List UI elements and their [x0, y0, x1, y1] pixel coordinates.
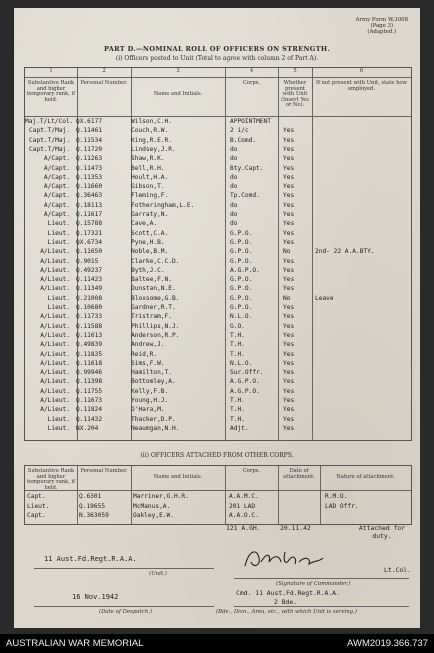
table-row	[25, 285, 411, 294]
cell-num: Q.10680	[76, 304, 103, 311]
column-number: 6	[359, 68, 364, 74]
table-row	[25, 146, 411, 155]
table-row	[25, 360, 411, 369]
att-column-header: Corps.	[242, 468, 261, 474]
cell-corps: Tp.Comd.	[230, 192, 260, 200]
cell-corps: G.P.O.	[230, 294, 253, 302]
table-row	[25, 388, 411, 397]
cell-present: No	[283, 294, 291, 302]
cell-num: Q.9015	[76, 257, 99, 265]
date-label: (Date of Despatch.)	[99, 609, 153, 615]
cell-present: Yes	[283, 155, 295, 163]
table-row	[25, 425, 411, 434]
cell-present: Yes	[283, 341, 295, 349]
cell-name: Dunstan,N.E.	[131, 285, 176, 293]
column-number: 1	[49, 68, 53, 74]
document-sheet	[14, 8, 420, 628]
table-row	[25, 304, 411, 313]
cell-name: Bell,R.H.	[131, 164, 165, 172]
cell-num: Q.11349	[76, 285, 103, 293]
cell-present: Yes	[283, 276, 295, 284]
cell-name: Scott,C.A.	[131, 229, 169, 237]
cell-corps: G.P.O.	[230, 229, 253, 237]
column-number: 5	[293, 68, 297, 74]
column-number: 4	[249, 68, 254, 74]
column-header: If not present with Unit, state how employed.	[316, 80, 407, 92]
att-column-header: Personal Number.	[80, 468, 128, 474]
cell-rank: A/Lieut.	[40, 387, 70, 395]
cell-present: Yes	[283, 415, 295, 423]
att-cell-rank: Capt.	[27, 493, 46, 500]
cell-num: Q.11423	[76, 276, 103, 284]
cell-num: Q.11263	[76, 155, 103, 163]
att-column-header: Name and Initials.	[153, 474, 203, 480]
cell-rank: A/Lieut.	[40, 406, 70, 414]
cell-corps: Bty.Capt.	[230, 164, 264, 172]
table-row	[25, 267, 411, 276]
cell-rank: A/Capt.	[43, 183, 70, 191]
column-number: 2	[102, 68, 106, 74]
table-row	[25, 332, 411, 341]
cell-rank: A/Lieut.	[40, 341, 70, 349]
cell-num: Q.21008	[76, 294, 103, 302]
cell-corps: T.H.	[230, 406, 245, 414]
cell-name: Clarke,C.C.D.	[131, 257, 180, 265]
att-cell-name: Marriner,G.H.R.	[133, 493, 189, 500]
cell-corps: A.G.P.O.	[230, 266, 260, 274]
cell-corps: do	[230, 201, 238, 209]
cell-name: Reid,R.	[131, 350, 158, 358]
table-row	[25, 127, 411, 136]
cell-rank: A/Capt.	[43, 211, 70, 218]
att-cell-corps: A.A.M.C.	[229, 493, 259, 500]
att-cell-rank: Lieut.	[27, 502, 50, 510]
cell-corps: do	[230, 155, 238, 163]
form-line: (Page 3)	[370, 23, 394, 29]
section-i-title: (i) Officers posted to Unit (Total to agree with column 2 of Part A).	[115, 55, 319, 62]
att-extra-corps: 121 A.GH.	[226, 524, 261, 532]
cell-rank: A/Capt.	[43, 164, 70, 172]
table-row	[25, 183, 411, 192]
cell-name: O'Hara,M.	[131, 406, 165, 414]
cell-corps: A.G.P.O.	[230, 378, 260, 386]
cell-name: Couch,R.W.	[131, 127, 169, 135]
cell-num: Q.36463	[76, 192, 103, 200]
att-cell-corps: 201 LAD	[229, 502, 256, 510]
cell-num: Q.11617	[76, 211, 103, 218]
cell-num: Q.11613	[76, 331, 103, 339]
cell-name: Andrew,J.	[131, 341, 165, 349]
cell-corps: A.G.P.O.	[230, 387, 260, 395]
cell-name: Garraty,N.	[131, 211, 169, 218]
att-cell-nature: LAD Offr.	[325, 502, 359, 510]
att-cell-num: N.363059	[79, 512, 109, 519]
cell-rank: Lieut.	[47, 229, 70, 237]
table-row	[25, 378, 411, 387]
cell-rank: A/Capt.	[43, 201, 70, 209]
cell-present: Yes	[283, 145, 295, 153]
cell-present: Yes	[283, 173, 295, 181]
cell-corps: G.O.	[230, 322, 245, 330]
cell-num: NX.204	[76, 424, 99, 432]
table-row	[25, 230, 411, 239]
cell-name: Shaw,R.K.	[131, 155, 165, 163]
table-row	[25, 211, 411, 220]
cell-rank: A/Lieut.	[40, 378, 70, 386]
cell-rank: A/Lieut.	[40, 331, 70, 339]
att-cell-name: McManus,A.	[133, 502, 171, 510]
cell-remark: 2nd- 22 A.A.BTY.	[315, 248, 375, 256]
archive-name: AUSTRALIAN WAR MEMORIAL	[6, 638, 144, 649]
table-row	[25, 323, 411, 332]
cell-name: Hoult,H.A.	[131, 173, 169, 181]
cmd-unit: Cmd. 11 Aust.Fd.Regt.R.A.A.	[236, 589, 340, 597]
att-table-row	[25, 493, 411, 502]
cell-rank: A/Lieut.	[40, 257, 70, 265]
cell-num: Q.11755	[76, 387, 103, 395]
table-row	[25, 248, 411, 257]
form-line: (Adapted.)	[367, 29, 397, 35]
table-row	[25, 202, 411, 211]
table-row	[25, 313, 411, 322]
cell-num: Q.11473	[76, 164, 103, 172]
section-ii-title: (ii) OFFICERS ATTACHED FROM OTHER CORPS.	[140, 452, 294, 459]
cell-present: No	[283, 248, 291, 256]
cell-num: Q.18113	[76, 201, 103, 209]
cell-present: Yes	[283, 350, 295, 358]
column-header: Name and Initials.	[153, 91, 203, 97]
cell-present: Yes	[283, 201, 295, 209]
cell-rank: A/Lieut.	[40, 397, 70, 404]
cell-num: Q.11720	[76, 145, 103, 153]
att-extra-date: 20.11.42	[280, 524, 311, 532]
att-cell-corps: A.A.O.C.	[229, 512, 259, 519]
cell-name: Byth,J.C.	[131, 266, 165, 274]
att-cell-num: Q.6301	[79, 493, 102, 500]
cell-corps: do	[230, 211, 238, 218]
table-row	[25, 276, 411, 285]
table-row	[25, 369, 411, 378]
att-cell-rank: Capt.	[27, 512, 46, 519]
cell-corps: G.P.O.	[230, 248, 253, 256]
cell-name: Thacker,D.P.	[131, 415, 176, 423]
cell-present: Yes	[283, 424, 295, 432]
cell-num: Q.11835	[76, 350, 103, 358]
column-header: Corps.	[242, 80, 261, 86]
cell-num: QX.6177	[76, 118, 103, 125]
cell-present: Yes	[283, 359, 295, 367]
column-header: Whether present with Unit (Insert Yes or No).	[280, 80, 310, 109]
cell-name: Pyne,H.B.	[131, 238, 165, 246]
att-cell-name: Oakley,E.W.	[133, 512, 174, 519]
cell-num: Q.11660	[76, 183, 103, 191]
cell-name: Lindsey,J.R.	[131, 145, 176, 153]
cell-rank: A/Capt.	[43, 192, 70, 200]
cell-num: Q.15788	[76, 220, 103, 228]
cell-corps: T.H.	[230, 350, 245, 358]
cell-num: Q.11534	[76, 136, 103, 144]
cell-name: Baltee,F.N.	[131, 276, 172, 284]
cell-present: Yes	[283, 229, 295, 237]
cell-rank: Capt.T/Maj.	[29, 136, 70, 144]
cell-num: Q.17321	[76, 229, 103, 237]
cell-rank: A/Lieut.	[40, 285, 70, 293]
cell-corps: Sur.Offr.	[230, 369, 264, 377]
cell-present: Yes	[283, 266, 295, 274]
cell-num: Q.11432	[76, 415, 103, 423]
cell-present: Yes	[283, 211, 295, 218]
cell-present: Yes	[283, 406, 295, 414]
cell-corps: G.P.O.	[230, 257, 253, 265]
bde-label: (Bde., Divn., Area, etc., with which Unit is serving.)	[216, 609, 357, 615]
column-header: Substantive Rank and higher temporary rank, if held.	[26, 80, 76, 103]
cell-rank: A/Lieut.	[40, 313, 70, 321]
att-table-row	[25, 512, 411, 521]
cell-name: Kelly,F.B.	[131, 387, 169, 395]
cell-corps: G.P.O.	[230, 304, 253, 311]
cell-name: Cave,A.	[131, 220, 158, 228]
cell-present: Yes	[283, 378, 295, 386]
form-id	[356, 17, 408, 35]
form-line: Army Form W.3008	[355, 17, 408, 23]
att-column-header: Substantive Rank and higher temporary rank, if held.	[26, 468, 76, 491]
cell-rank: Lieut.	[47, 294, 70, 302]
cell-num: Q.49839	[76, 341, 103, 349]
cell-corps: 2 i/c	[230, 127, 249, 135]
cell-present: Yes	[283, 127, 295, 135]
cell-corps: B.Comd.	[230, 136, 257, 144]
cell-name: Wilson,C.H.	[131, 118, 172, 125]
table-row	[25, 174, 411, 183]
cell-num: Q.11588	[76, 322, 103, 330]
cell-corps: G.P.O.	[230, 238, 253, 246]
cell-corps: T.H.	[230, 331, 245, 339]
table-row	[25, 406, 411, 415]
cell-corps: do	[230, 145, 238, 153]
cell-name: Bottomley,A.	[131, 378, 176, 386]
cell-corps: T.H.	[230, 341, 245, 349]
table-row	[25, 118, 411, 127]
att-column-header: Nature of attachment.	[336, 474, 395, 480]
cell-num: Q.11398	[76, 378, 103, 386]
cell-num: Q.11461	[76, 127, 103, 135]
table-row	[25, 192, 411, 201]
att-cell-num: Q.19655	[79, 502, 106, 510]
cell-rank: A/Lieut.	[40, 359, 70, 367]
cell-name: Tristram,F.	[131, 313, 172, 321]
table-row	[25, 416, 411, 425]
cell-rank: Maj.T/Lt/Col.	[25, 118, 74, 125]
cell-num: Q.11824	[76, 406, 103, 414]
att-column-header: Date of attachment.	[283, 468, 315, 480]
bde: 2 Bde.	[274, 598, 298, 606]
table-row	[25, 155, 411, 164]
signature-label: (Signature of Commander.)	[276, 581, 351, 587]
part-title: PART D.—NOMINAL ROLL OF OFFICERS ON STRENGTH.	[103, 45, 331, 53]
archive-reference: AWM2019.366.737	[347, 638, 428, 649]
cell-name: Young,H.J.	[131, 397, 169, 404]
cell-present: Yes	[283, 192, 295, 200]
archive-footer	[0, 634, 434, 653]
cell-present: Yes	[283, 387, 295, 395]
cell-corps: T.H.	[230, 415, 245, 423]
cell-num: Q.11353	[76, 173, 103, 181]
cell-rank: Capt.T/Maj.	[29, 145, 70, 153]
cell-name: Anderson,R.P.	[131, 331, 180, 339]
unit-name: 11 Aust.Fd.Regt.R.A.A.	[44, 555, 137, 563]
cell-rank: A/Capt.	[43, 155, 70, 163]
cell-rank: A/Lieut.	[40, 322, 70, 330]
cell-corps: APPOINTMENT	[230, 118, 271, 125]
cell-present: Yes	[283, 397, 295, 404]
cell-present: Yes	[283, 136, 295, 144]
attached-officers-table	[24, 465, 412, 525]
officer-roll-table	[24, 67, 412, 441]
cell-corps: do	[230, 173, 238, 181]
table-row	[25, 239, 411, 248]
cell-name: Gardner,R.T.	[131, 304, 176, 311]
cell-name: Sims,F.W.	[131, 359, 165, 367]
cell-rank: A/Lieut.	[40, 276, 70, 284]
cell-name: Bloxsome,G.B.	[131, 294, 180, 302]
cell-num: Q.11673	[76, 397, 103, 404]
cell-corps: Adjt.	[230, 424, 249, 432]
cell-rank: Lieut.	[47, 304, 70, 311]
cell-present: Yes	[283, 257, 295, 265]
cell-num: Q.11650	[76, 248, 103, 256]
cell-present: Yes	[283, 164, 295, 172]
table-row	[25, 165, 411, 174]
cell-rank: Capt.T/Maj.	[29, 127, 70, 135]
table-row	[25, 341, 411, 350]
cell-present: Yes	[283, 285, 295, 293]
cell-present: Yes	[283, 183, 295, 191]
cell-corps: T.H.	[230, 397, 245, 404]
cell-num: Q.11733	[76, 313, 103, 321]
cell-name: Fleming,F.	[131, 192, 169, 200]
cell-corps: do	[230, 183, 238, 191]
cell-name: Gibson,T.	[131, 183, 165, 191]
att-extra-nature: Attached for duty.	[358, 524, 406, 540]
cell-remark: Leave	[315, 294, 334, 302]
commander-rank: Lt.Col.	[384, 566, 411, 574]
cell-rank: Lieut.	[47, 220, 70, 228]
cell-corps: G.P.O.	[230, 285, 253, 293]
column-number: 3	[176, 68, 180, 74]
cell-rank: A/Capt.	[43, 173, 70, 181]
table-row	[25, 220, 411, 229]
cell-name: Neaumgan,N.H.	[131, 424, 180, 432]
cell-rank: Lieut.	[47, 238, 70, 246]
cell-corps: N.L.O.	[230, 313, 253, 321]
cell-name: King,R.E.R.	[131, 136, 172, 144]
cell-name: Phillips,N.J.	[131, 322, 180, 330]
cell-num: Q.99946	[76, 369, 103, 377]
despatch-date: 16 Nov.1942	[72, 593, 119, 601]
cell-present: Yes	[283, 369, 295, 377]
cell-rank: Lieut.	[47, 415, 70, 423]
cell-num: QX.6734	[76, 238, 103, 246]
att-cell-nature: R.M.O.	[325, 493, 348, 500]
cell-num: Q.49237	[76, 266, 103, 274]
table-row	[25, 351, 411, 360]
cell-rank: Lieut.	[47, 424, 70, 432]
table-row	[25, 397, 411, 406]
cell-name: Noble,B.M.	[131, 248, 169, 256]
table-row	[25, 295, 411, 304]
att-table-row	[25, 503, 411, 512]
cell-rank: A/Lieut.	[40, 350, 70, 358]
cell-present: Yes	[283, 313, 295, 321]
cell-present: Yes	[283, 331, 295, 339]
cell-corps: do	[230, 220, 238, 228]
cell-name: Fotheringham,L.E.	[131, 201, 195, 209]
cell-present: Yes	[283, 304, 295, 311]
cell-name: Hamilton,T.	[131, 369, 172, 377]
cell-present: Yes	[283, 322, 295, 330]
cell-rank: A/Lieut.	[40, 369, 70, 377]
cell-present: Yes	[283, 220, 295, 228]
commander-signature	[239, 544, 329, 574]
cell-corps: N.L.O.	[230, 359, 253, 367]
column-header: Personal Number.	[80, 80, 128, 86]
cell-corps: G.P.O.	[230, 276, 253, 284]
cell-num: Q.11618	[76, 359, 103, 367]
table-row	[25, 258, 411, 267]
unit-label: (Unit.)	[149, 571, 167, 577]
cell-present: Yes	[283, 238, 295, 246]
table-row	[25, 137, 411, 146]
cell-rank: A/Lieut.	[40, 266, 70, 274]
cell-rank: A/Lieut.	[40, 248, 70, 256]
